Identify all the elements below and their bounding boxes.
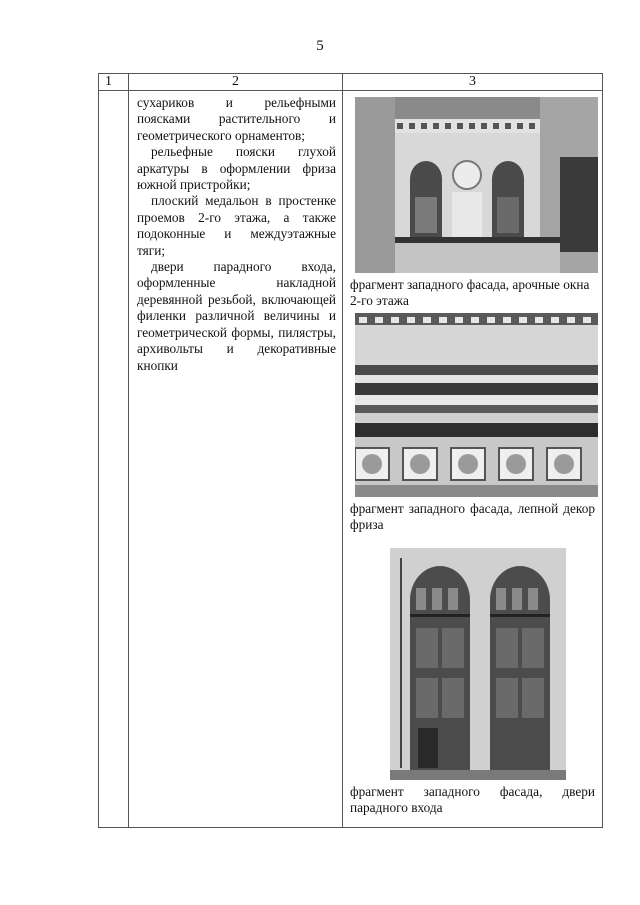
description-paragraph: двери парадного входа, оформленные накладной деревянной резьбой, включающей филенки различной величины и геометрической формы, пилястры, архивольты и декоративные кнопки <box>137 259 336 373</box>
header-col-1: 1 <box>99 74 129 91</box>
description-paragraph: плоский медальон в простенке проемов 2-го этажа, а также подоконные и междуэтажные тяги; <box>137 193 336 258</box>
entrance-doors-photo <box>390 548 566 780</box>
photo-caption: фрагмент западного фасада, двери парадного входа <box>350 783 595 816</box>
photos-cell <box>343 91 603 828</box>
header-col-2: 2 <box>129 74 343 91</box>
arched-windows-photo <box>355 97 598 273</box>
table-row <box>99 91 603 828</box>
header-col-3: 3 <box>343 74 603 91</box>
frieze-decor-photo <box>355 313 598 497</box>
description-cell <box>129 91 343 828</box>
photo-caption: фрагмент западного фасада, лепной декор фриза <box>350 500 595 533</box>
description-paragraph: сухариков и рельефными поясками растительного и геометрического орнаментов; <box>137 95 336 143</box>
table-header-row <box>99 74 603 91</box>
page-number: 5 <box>316 38 324 54</box>
monument-description-table <box>98 73 603 828</box>
number-cell <box>99 91 129 828</box>
description-paragraph: рельефные пояски глухой аркатуры в оформлении фриза южной пристройки; <box>137 144 336 193</box>
photo-caption: фрагмент западного фасада, арочные окна 2-го этажа <box>350 277 590 309</box>
